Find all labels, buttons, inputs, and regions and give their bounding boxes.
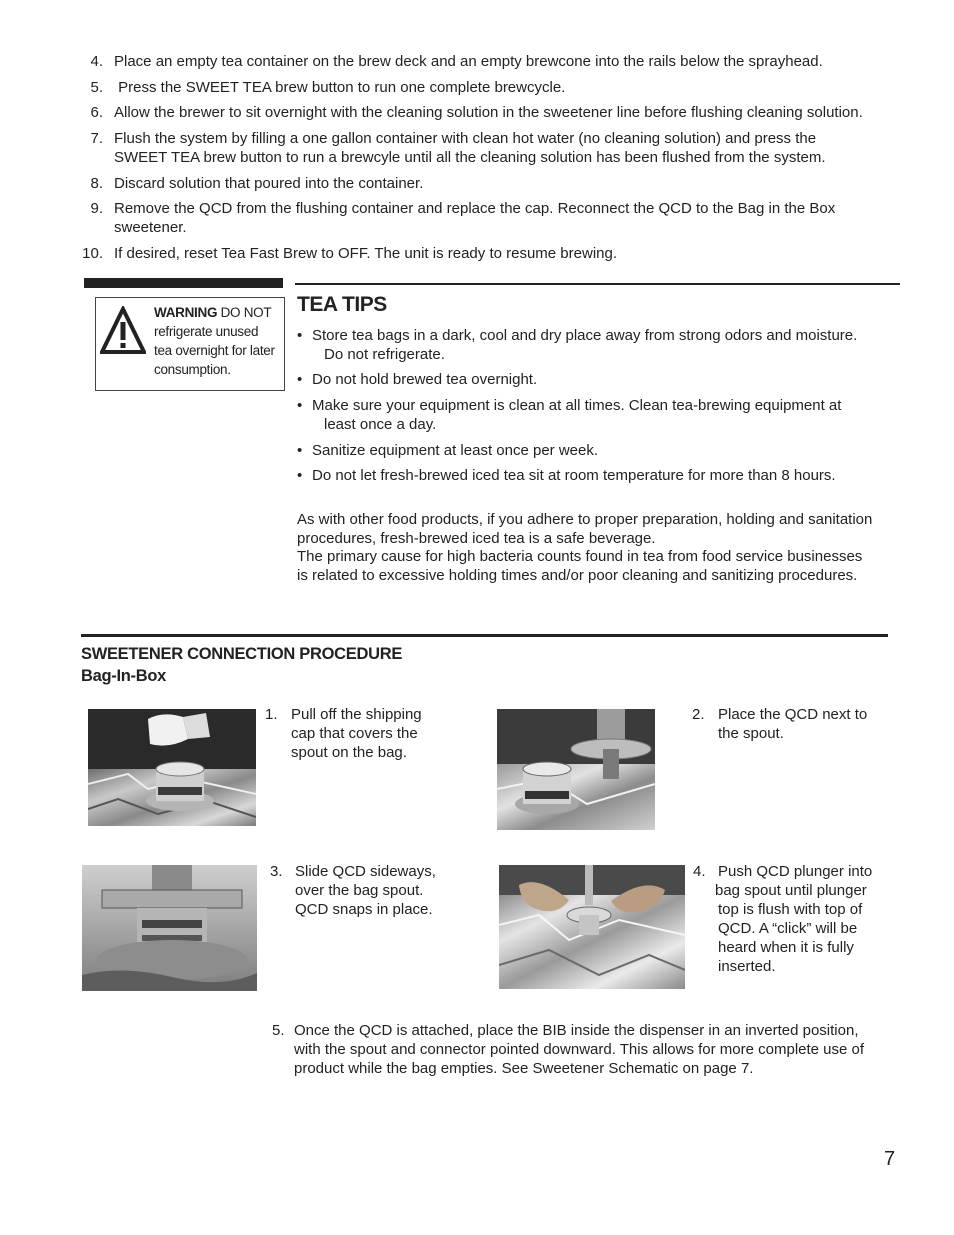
caption-line: heard when it is fully bbox=[718, 939, 854, 956]
caption-line: the spout. bbox=[718, 725, 784, 742]
tea-tips-rule bbox=[295, 283, 900, 285]
step-number: 10. bbox=[82, 245, 103, 262]
step-text: sweetener. bbox=[114, 219, 187, 236]
photo-slide-qcd bbox=[82, 865, 257, 991]
step-number: 5. bbox=[90, 79, 103, 96]
paragraph-line: The primary cause for high bacteria counts found in tea from food service businesses bbox=[297, 548, 863, 565]
step-number: 8. bbox=[90, 175, 103, 192]
caption-line: product while the bag empties. See Sweetener Schematic on page 7. bbox=[294, 1060, 754, 1077]
caption-line: Place the QCD next to bbox=[718, 706, 868, 723]
step-number: 9. bbox=[90, 200, 103, 217]
caption-line: top is flush with top of bbox=[718, 901, 863, 918]
step-text: Place an empty tea container on the brew deck and an empty brewcone into the rails below the sprayhead. bbox=[114, 53, 823, 70]
section-subtitle: Bag-In-Box bbox=[81, 667, 166, 685]
caption-number: 1. bbox=[265, 706, 278, 723]
caption-line: Slide QCD sideways, bbox=[295, 863, 436, 880]
tip-text-cont: Do not refrigerate. bbox=[324, 346, 445, 363]
tip-text: Do not hold brewed tea overnight. bbox=[312, 371, 538, 388]
caption-number: 4. bbox=[693, 863, 706, 880]
caption-line: Once the QCD is attached, place the BIB inside the dispenser in an inverted position, bbox=[294, 1022, 859, 1039]
warning-line: consumption. bbox=[154, 362, 231, 377]
step-text: SWEET TEA brew button to run a brewcyle until all the cleaning solution has been flushed from the system. bbox=[114, 149, 826, 166]
bullet-dot: • bbox=[297, 327, 303, 344]
warning-box bbox=[95, 297, 285, 391]
section-title: SWEETENER CONNECTION PROCEDURE bbox=[81, 645, 403, 663]
page-number: 7 bbox=[884, 1148, 896, 1170]
tip-text: Do not let fresh-brewed iced tea sit at room temperature for more than 8 hours. bbox=[312, 467, 836, 484]
warning-line: tea overnight for later bbox=[154, 343, 275, 358]
caption-line: with the spout and connector pointed downward. This allows for more complete use of bbox=[294, 1041, 865, 1058]
tip-text: Sanitize equipment at least once per week. bbox=[312, 442, 599, 459]
bullet-dot: • bbox=[297, 442, 303, 459]
tea-tips-title: TEA TIPS bbox=[297, 293, 387, 316]
bullet-dot: • bbox=[297, 467, 303, 484]
warning-text bbox=[154, 303, 282, 379]
step-text: If desired, reset Tea Fast Brew to OFF. The unit is ready to resume brewing. bbox=[114, 245, 617, 262]
caption-line: cap that covers the bbox=[291, 725, 418, 742]
bullet-dot: • bbox=[297, 371, 303, 388]
photo-remove-cap bbox=[88, 709, 256, 826]
caption-line: spout on the bag. bbox=[291, 744, 407, 761]
tip-text: Store tea bags in a dark, cool and dry place away from strong odors and moisture. bbox=[312, 327, 858, 344]
caption-number: 5. bbox=[272, 1022, 285, 1039]
caption-line: QCD. A “click” will be bbox=[718, 920, 858, 937]
step-text: Press the SWEET TEA brew button to run one complete brewcycle. bbox=[114, 79, 566, 96]
step-text: Discard solution that poured into the container. bbox=[114, 175, 424, 192]
caption-line: bag spout until plunger bbox=[715, 882, 867, 899]
sweetener-rule bbox=[81, 634, 888, 637]
caption-line: inserted. bbox=[718, 958, 776, 975]
caption-line: Push QCD plunger into bbox=[718, 863, 873, 880]
photo-place-qcd bbox=[497, 709, 655, 830]
tip-text-cont: least once a day. bbox=[324, 416, 437, 433]
tip-text: Make sure your equipment is clean at all times. Clean tea-brewing equipment at bbox=[312, 397, 842, 414]
caption-line: QCD snaps in place. bbox=[295, 901, 433, 918]
tea-tips-paragraph bbox=[297, 511, 902, 585]
bullet-dot: • bbox=[297, 397, 303, 414]
warning-header-bar bbox=[84, 278, 283, 288]
caption-line: Pull off the shipping bbox=[291, 706, 422, 723]
warning-icon bbox=[100, 306, 146, 356]
warning-text-first: DO NOT bbox=[217, 305, 272, 320]
step-text: Flush the system by filling a one gallon container with clean hot water (no cleaning solution) and press the bbox=[114, 130, 817, 147]
paragraph-line: procedures, fresh-brewed iced tea is a safe beverage. bbox=[297, 529, 656, 547]
step-number: 6. bbox=[90, 104, 103, 121]
paragraph-line: is related to excessive holding times and/or poor cleaning and sanitizing procedures. bbox=[297, 566, 858, 584]
warning-label: WARNING bbox=[154, 305, 218, 320]
step-number: 7. bbox=[90, 130, 103, 147]
step-number: 4. bbox=[90, 53, 103, 70]
step-text: Allow the brewer to sit overnight with the cleaning solution in the sweetener line before flushing cleaning solution. bbox=[114, 104, 863, 121]
caption-number: 2. bbox=[692, 706, 705, 723]
paragraph-line: As with other food products, if you adhere to proper preparation, holding and sanitation bbox=[297, 511, 873, 528]
caption-number: 3. bbox=[270, 863, 283, 880]
caption-line: over the bag spout. bbox=[295, 882, 424, 899]
photo-push-plunger bbox=[499, 865, 685, 989]
step-text: Remove the QCD from the flushing container and replace the cap. Reconnect the QCD to the Bag in the Box bbox=[114, 200, 836, 217]
warning-line: refrigerate unused bbox=[154, 324, 259, 339]
